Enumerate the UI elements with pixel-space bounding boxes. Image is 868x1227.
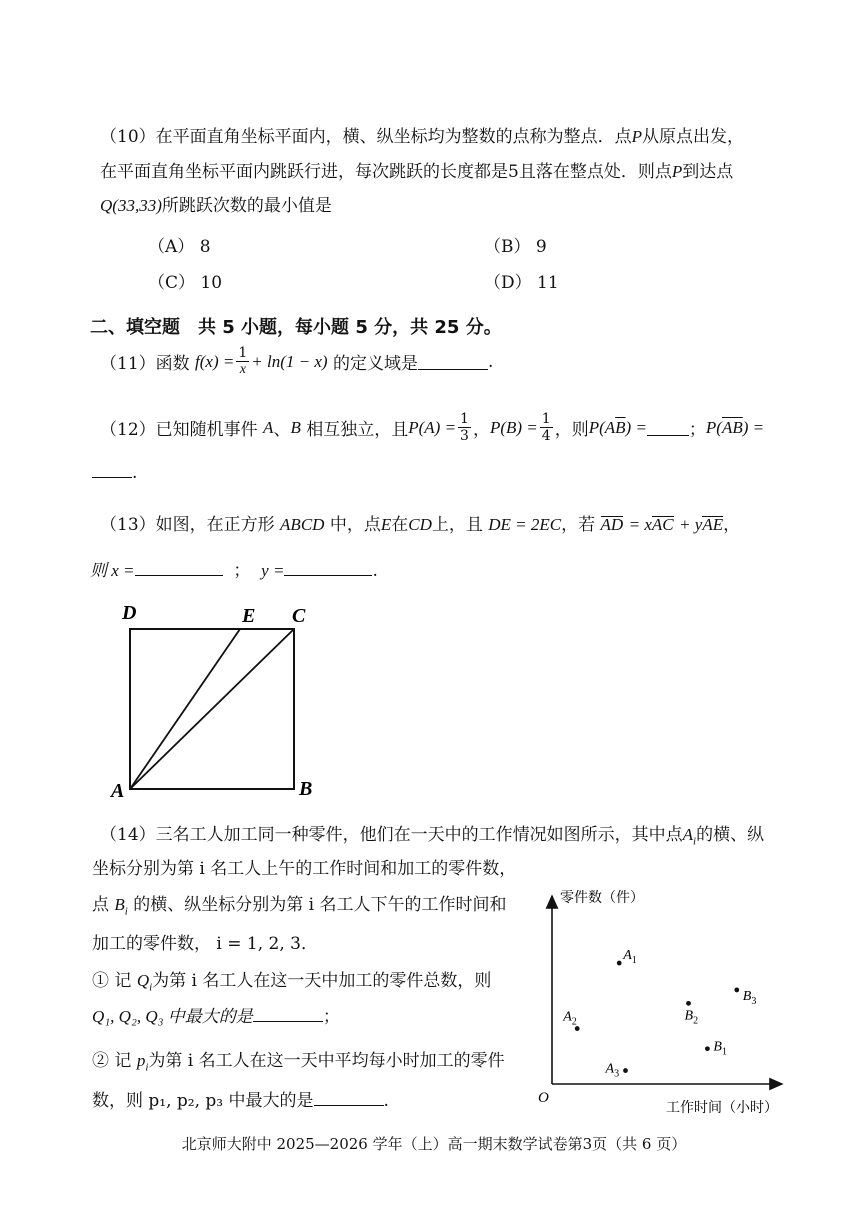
q14-part2-line1: ② 记 $p_i$为第 i 名工人在这一天中平均每小时加工的零件 [92, 1051, 505, 1074]
q10-line2: 在平面直角坐标平面内跳跃行进，每次跳跃的长度都是5且落在整点处．则点P到达点 [100, 162, 734, 182]
q14-line4: 加工的零件数， i = 1, 2, 3． [92, 934, 318, 954]
square-figure [100, 595, 330, 805]
q10-option-d: （D） 11 [484, 273, 559, 293]
label-b2: $B_2$ [684, 1008, 699, 1027]
origin-label: O [538, 1090, 549, 1106]
q14-line3: 点 $B_i$ 的横、纵坐标分别为第 i 名工人下午的工作时间和 [92, 895, 507, 918]
q14-part1-line2: Q₁, Q₂, Q₃ 中最大的是 ； [92, 1007, 340, 1027]
q13-answer-blank-x[interactable] [135, 559, 223, 576]
label-e: E [242, 605, 256, 627]
q11-fraction: $\frac{1}{x}$ [238, 345, 248, 377]
y-axis-label: 零件数（件） [560, 890, 644, 906]
label-a1: $A_1$ [623, 948, 637, 967]
label-b3: $B_3$ [742, 988, 757, 1007]
q12-line2: . [92, 461, 137, 483]
section2-heading: 二、填空题 共 5 小题，每小题 5 分，共 25 分。 [90, 317, 502, 338]
q13-line1: （13）如图，在正方形 ABCD 中，点E在CD上，且 DE = 2EC，若 AD = xAC + yAE， [100, 515, 741, 535]
q14-answer-blank-1[interactable] [253, 1005, 323, 1022]
segment-ac [130, 629, 294, 789]
q12-answer-blank-1[interactable] [647, 419, 689, 436]
q10-option-b: （B） 9 [484, 237, 547, 257]
q10-line1: （10）在平面直角坐标平面内，横、纵坐标均为整数的点称为整点．点P从原点出发， [100, 127, 745, 147]
q12-line1: （12）已知随机事件 A 、 B 相互独立，且 P(A) = $\frac{1}{3}$ ， P(B) = $\frac{1}{4}$ ，则 $P(A\overline{B})$ = ； $P(\overline{AB})$ = [100, 411, 765, 444]
point-a1 [617, 961, 622, 966]
q12-answer-blank-2[interactable] [92, 461, 132, 478]
q13-answer-blank-y[interactable] [284, 559, 372, 576]
label-a: A [111, 780, 125, 802]
q10-option-c: （C） 10 [148, 273, 223, 293]
q14-part1-line1: ① 记 $Q_i$为第 i 名工人在这一天中加工的零件总数，则 [92, 971, 492, 994]
q14-part2-line2: 数，则 p₁, p₂, p₃ 中最大的是 . [92, 1091, 389, 1111]
x-axis-label: 工作时间（小时） [666, 1100, 778, 1116]
label-b: B [299, 778, 313, 800]
scatter-points [562, 948, 756, 1080]
page-footer: 北京师大附中 2025—2026 学年（上）高一期末数学试卷第3页（共 6 页） [181, 1135, 687, 1153]
q14-line2: 坐标分别为第 i 名工人上午的工作时间和加工的零件数， [92, 859, 517, 879]
segment-ae [130, 629, 240, 789]
scatter-chart [530, 880, 800, 1120]
point-a3 [623, 1068, 628, 1073]
label-a3: $A_3$ [605, 1061, 620, 1080]
label-d: D [122, 602, 137, 624]
label-b1: $B_1$ [713, 1039, 727, 1058]
q14-line1: （14）三名工人加工同一种零件，他们在一天中的工作情况如图所示，其中点$A_i$的横、纵 [100, 825, 765, 848]
q10-line3: Q(33,33)所跳跃次数的最小值是 [100, 196, 332, 216]
point-b3 [734, 988, 739, 993]
q13-line2: 则 x = ； y = . [90, 561, 378, 581]
point-b2 [686, 1001, 691, 1006]
q11: （11）函数 f(x) = $\frac{1}{x}$ + ln(1 − x) 的定义域是 . [100, 345, 494, 377]
label-a2: $A_2$ [563, 1009, 577, 1028]
q11-answer-blank[interactable] [418, 353, 488, 370]
q10-option-a: （A） 8 [148, 237, 211, 257]
point-b1 [705, 1046, 710, 1051]
q14-answer-blank-2[interactable] [314, 1089, 384, 1106]
label-c: C [292, 605, 306, 627]
